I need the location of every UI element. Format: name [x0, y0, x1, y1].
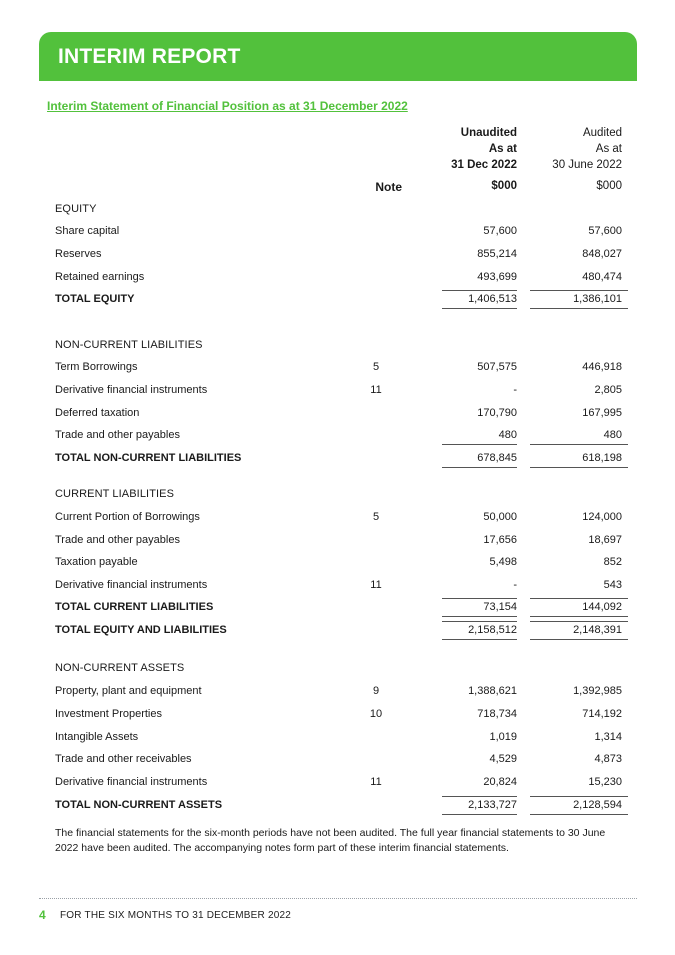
- unaudited-value: 678,845: [477, 452, 517, 464]
- unaudited-value: 1,019: [489, 731, 517, 743]
- audited-unit-header: $000: [596, 180, 622, 192]
- row-label: Trade and other receivables: [55, 753, 192, 765]
- table-row: [0, 682, 675, 702]
- audited-value: 1,392,985: [573, 685, 622, 697]
- row-label: Derivative financial instruments: [55, 384, 208, 396]
- audited-value: 57,600: [588, 225, 622, 237]
- table-row: [0, 508, 675, 528]
- unaudited-unit-header: $000: [491, 180, 517, 192]
- row-label: Trade and other payables: [55, 534, 180, 546]
- total-rule-line: [442, 467, 517, 468]
- row-label: Taxation payable: [55, 556, 138, 568]
- total-rule-line: [442, 290, 517, 291]
- total-rule-line: [442, 444, 517, 445]
- table-row: [0, 750, 675, 770]
- total-rule-line: [442, 616, 517, 617]
- table-row: [0, 728, 675, 748]
- unaudited-column-header: [420, 125, 517, 173]
- audited-value: 144,092: [582, 601, 622, 613]
- row-note: 5: [372, 361, 380, 373]
- table-row: [0, 381, 675, 401]
- audited-value: 2,148,391: [573, 624, 622, 636]
- audited-value: 2,128,594: [573, 799, 622, 811]
- report-banner: [39, 32, 637, 81]
- unaudited-value: 20,824: [483, 776, 517, 788]
- total-rule-line: [530, 621, 628, 622]
- section-heading-row: [0, 485, 675, 505]
- row-label: TOTAL EQUITY AND LIABILITIES: [55, 624, 227, 636]
- table-row: [0, 358, 675, 378]
- unaudited-value: 1,388,621: [468, 685, 517, 697]
- total-rule-line: [442, 621, 517, 622]
- unaudited-header-line: As at: [488, 143, 517, 155]
- table-row: [0, 576, 675, 596]
- row-label: TOTAL CURRENT LIABILITIES: [55, 601, 214, 613]
- audited-value: 848,027: [582, 248, 622, 260]
- row-label: Derivative financial instruments: [55, 776, 208, 788]
- unaudited-value: 57,600: [483, 225, 517, 237]
- audited-value: 852: [603, 556, 622, 568]
- row-label: CURRENT LIABILITIES: [55, 488, 175, 500]
- unaudited-value: 2,133,727: [468, 799, 517, 811]
- table-row: [0, 268, 675, 288]
- audited-value: 124,000: [582, 511, 622, 523]
- total-rule-line: [530, 616, 628, 617]
- audited-value: 480: [603, 429, 622, 441]
- unaudited-value: 5,498: [489, 556, 517, 568]
- unaudited-value: -: [513, 384, 517, 396]
- unaudited-value: 1,406,513: [468, 293, 517, 305]
- audited-value: 714,192: [582, 708, 622, 720]
- row-note: 10: [369, 708, 383, 720]
- row-label: TOTAL EQUITY: [55, 293, 135, 305]
- row-label: NON-CURRENT ASSETS: [55, 662, 185, 674]
- total-row: [0, 598, 675, 618]
- footnote: The financial statements for the six-month periods have not been audited. The full year financial statements to 30 June 2022 have been audited. The accompanying notes form part of these interim financial statements.: [55, 827, 606, 854]
- total-rule-line: [442, 308, 517, 309]
- row-note: 11: [370, 776, 382, 788]
- row-label: Derivative financial instruments: [55, 579, 208, 591]
- footer-divider: [39, 898, 637, 899]
- unaudited-value: 855,214: [477, 248, 517, 260]
- table-row: [0, 245, 675, 265]
- audited-value: 4,873: [594, 753, 622, 765]
- audited-value: 1,386,101: [573, 293, 622, 305]
- row-label: Investment Properties: [55, 708, 162, 720]
- table-row: [0, 773, 675, 793]
- unaudited-value: 507,575: [477, 361, 517, 373]
- audited-value: 446,918: [582, 361, 622, 373]
- unaudited-header-line: Unaudited: [460, 127, 517, 139]
- page-number: 4: [39, 908, 46, 922]
- total-row: [0, 796, 675, 816]
- audited-value: 618,198: [582, 452, 622, 464]
- audited-value: 1,314: [594, 731, 622, 743]
- row-label: Trade and other payables: [55, 429, 180, 441]
- row-label: Retained earnings: [55, 271, 145, 283]
- audited-column-header: [530, 125, 622, 173]
- table-row: [0, 705, 675, 725]
- total-rule-line: [530, 796, 628, 797]
- audited-value: 480,474: [582, 271, 622, 283]
- table-row: [0, 553, 675, 573]
- unaudited-header-line: 31 Dec 2022: [451, 159, 517, 171]
- total-rule-line: [530, 444, 628, 445]
- row-note: 5: [372, 511, 380, 523]
- total-row: [0, 290, 675, 310]
- table-row: [0, 531, 675, 551]
- row-label: Deferred taxation: [55, 407, 140, 419]
- statement-title: Interim Statement of Financial Position as at 31 December 2022: [47, 99, 408, 113]
- table-row: [0, 426, 675, 446]
- total-rule-line: [530, 467, 628, 468]
- audited-header-line: Audited: [582, 127, 622, 139]
- section-heading-row: [0, 336, 675, 356]
- total-rule-line: [530, 598, 628, 599]
- row-note: 9: [372, 685, 380, 697]
- unaudited-value: -: [513, 579, 517, 591]
- row-label: Reserves: [55, 248, 102, 260]
- audited-header-line: 30 June 2022: [552, 159, 622, 171]
- row-label: EQUITY: [55, 203, 97, 215]
- unaudited-value: 2,158,512: [468, 624, 517, 636]
- unaudited-value: 17,656: [483, 534, 517, 546]
- audited-value: 2,805: [594, 384, 622, 396]
- total-row: [0, 449, 675, 469]
- section-heading-row: [0, 200, 675, 220]
- footer-text: FOR THE SIX MONTHS TO 31 DECEMBER 2022: [60, 910, 291, 921]
- unaudited-value: 480: [498, 429, 517, 441]
- row-label: TOTAL NON-CURRENT LIABILITIES: [55, 452, 242, 464]
- row-label: Current Portion of Borrowings: [55, 511, 200, 523]
- table-row: [0, 404, 675, 424]
- audited-value: 15,230: [588, 776, 622, 788]
- total-rule-line: [530, 814, 628, 815]
- unaudited-value: 4,529: [489, 753, 517, 765]
- total-row: [0, 621, 675, 641]
- audited-value: 167,995: [582, 407, 622, 419]
- unaudited-value: 170,790: [477, 407, 517, 419]
- row-label: Share capital: [55, 225, 120, 237]
- unaudited-value: 73,154: [483, 601, 517, 613]
- total-rule-line: [530, 639, 628, 640]
- audited-value: 18,697: [588, 534, 622, 546]
- unaudited-value: 50,000: [483, 511, 517, 523]
- total-rule-line: [442, 796, 517, 797]
- row-note: 11: [370, 384, 382, 396]
- unaudited-value: 718,734: [477, 708, 517, 720]
- audited-header-line: As at: [595, 143, 622, 155]
- row-note: 11: [370, 579, 382, 591]
- table-row: [0, 222, 675, 242]
- banner-title: INTERIM REPORT: [58, 45, 241, 68]
- total-rule-line: [530, 308, 628, 309]
- audited-value: 543: [603, 579, 622, 591]
- section-heading-row: [0, 659, 675, 679]
- row-label: TOTAL NON-CURRENT ASSETS: [55, 799, 223, 811]
- note-column-header: Note: [375, 180, 402, 194]
- total-rule-line: [530, 290, 628, 291]
- total-rule-line: [442, 639, 517, 640]
- row-label: Intangible Assets: [55, 731, 139, 743]
- row-label: Property, plant and equipment: [55, 685, 202, 697]
- row-label: NON-CURRENT LIABILITIES: [55, 339, 203, 351]
- total-rule-line: [442, 814, 517, 815]
- row-label: Term Borrowings: [55, 361, 138, 373]
- total-rule-line: [442, 598, 517, 599]
- unaudited-value: 493,699: [477, 271, 517, 283]
